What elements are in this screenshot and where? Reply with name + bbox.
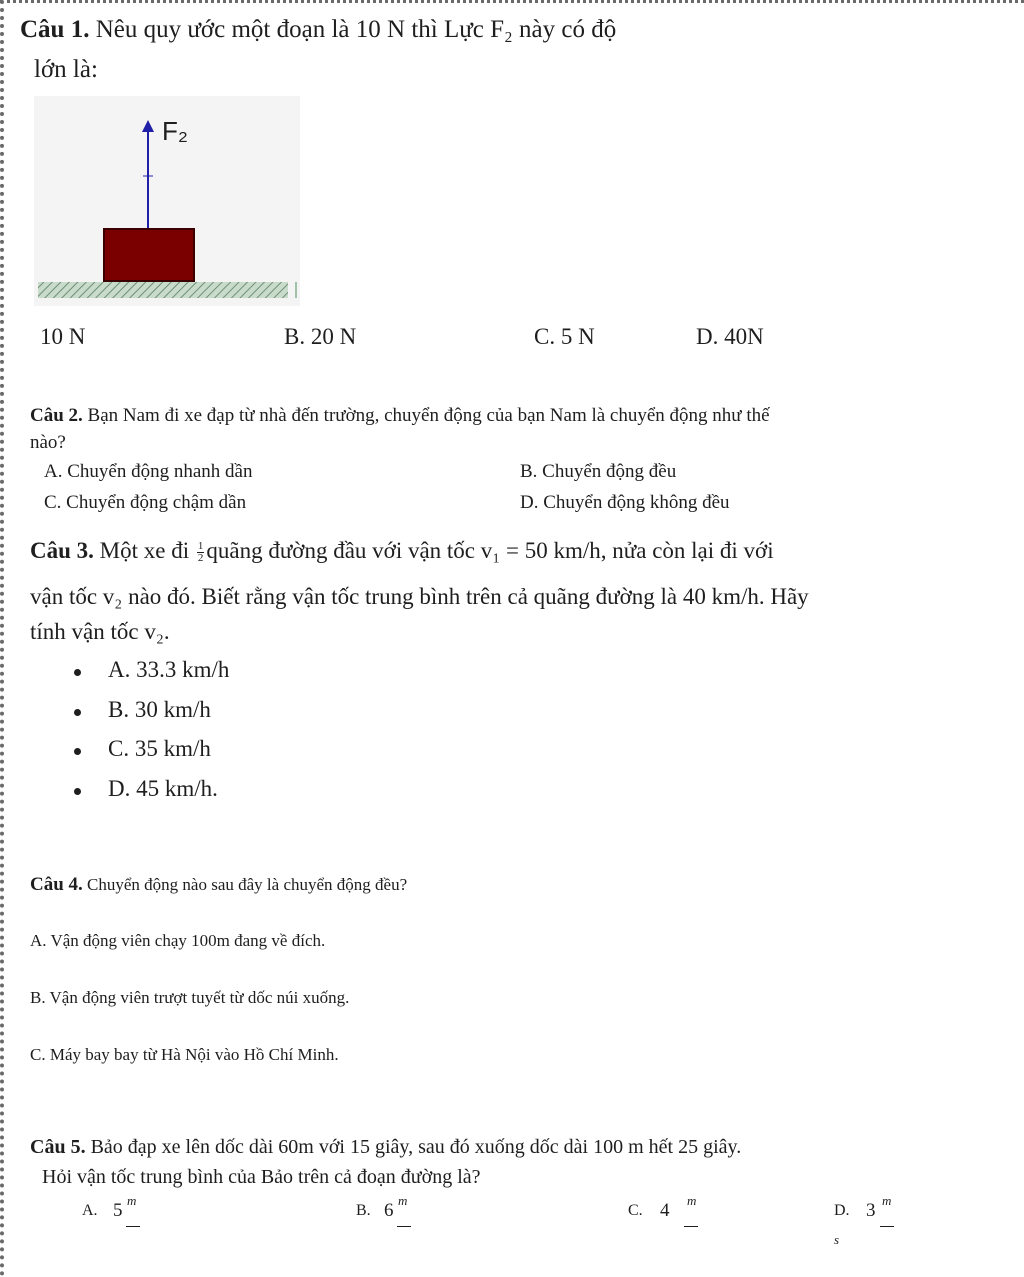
q1-option-b: B. 20 N <box>284 324 357 349</box>
q4-head: Câu 4. <box>30 874 83 895</box>
q1-option-c: C. 5 N <box>534 324 595 349</box>
q3-fraction-den: 2 <box>197 552 204 565</box>
q3-bullet-b <box>74 709 81 716</box>
q3-fraction-num: 1 <box>197 540 204 553</box>
q2-line1 <box>30 405 770 427</box>
q4-option-b: B. Vận động viên trượt tuyết từ dốc núi xuống. <box>30 988 350 1007</box>
q3-fraction <box>197 541 205 564</box>
q2-text-line2: nào? <box>30 432 66 453</box>
q5-option-d-letter: D. <box>834 1202 850 1219</box>
q5-option-c-letter: C. <box>628 1202 643 1219</box>
force-diagram-svg <box>34 96 300 306</box>
q1-text-line1: Nêu quy ước một đoạn là 10 N thì Lực F₂ này có độ <box>95 16 617 43</box>
force-arrow-head <box>142 120 154 132</box>
q2-option-d: D. Chuyển động không đều <box>520 492 730 513</box>
q2-option-b: B. Chuyển động đều <box>520 461 677 482</box>
q5-denominator: s <box>834 1232 840 1247</box>
q1-option-d: D. 40N <box>696 324 764 349</box>
q5-head: Câu 5. <box>30 1136 86 1158</box>
q3-line1-b: quãng đường đầu với vận tốc v₁ = 50 km/h, nửa còn lại đi với <box>206 538 774 563</box>
q3-bullet-d <box>74 788 81 795</box>
force-diagram <box>34 96 300 306</box>
q3-bullet-a <box>74 669 81 676</box>
ground <box>38 282 288 298</box>
q1-line1 <box>20 16 616 44</box>
q2-text-line1: Bạn Nam đi xe đạp từ nhà đến trường, chuyển động của bạn Nam là chuyển động như thế <box>87 405 770 426</box>
q2-head: Câu 2. <box>30 405 83 426</box>
q5-text-line1: Bảo đạp xe lên dốc dài 60m với 15 giây, sau đó xuống dốc dài 100 m hết 25 giây. <box>90 1136 742 1158</box>
q5-option-b-letter: B. <box>356 1202 371 1219</box>
q3-option-a: A. 33.3 km/h <box>108 657 230 682</box>
q3-bullet-c <box>74 748 81 755</box>
q5-option-b-unit: m <box>398 1193 408 1208</box>
q5-option-d-fraction-bar <box>880 1226 894 1227</box>
q4-option-c: C. Máy bay bay từ Hà Nội vào Hồ Chí Minh. <box>30 1045 339 1064</box>
q3-line1 <box>30 538 774 564</box>
q5-option-c-unit: m <box>687 1193 697 1208</box>
q5-option-d-value: 3 <box>866 1200 876 1221</box>
q3-option-b: B. 30 km/h <box>108 697 211 722</box>
q5-text-line2: Hỏi vận tốc trung bình của Bảo trên cả đoạn đường là? <box>42 1166 481 1188</box>
q3-option-c: C. 35 km/h <box>108 736 211 761</box>
block <box>104 229 194 281</box>
q1-head: Câu 1. <box>20 16 90 43</box>
q5-line1 <box>30 1136 741 1159</box>
q3-option-d: D. 45 km/h. <box>108 776 218 801</box>
q5-option-a-letter: A. <box>82 1202 98 1219</box>
q4-line1 <box>30 874 407 896</box>
q5-option-c-fraction-bar <box>684 1226 698 1227</box>
q2-option-c: C. Chuyển động chậm dần <box>44 492 247 513</box>
q2-option-a: A. Chuyển động nhanh dần <box>44 461 253 482</box>
q5-option-a-fraction-bar <box>126 1226 140 1227</box>
q5-option-b-value: 6 <box>384 1200 394 1221</box>
q3-line2: vận tốc v₂ nào đó. Biết rằng vận tốc trung bình trên cả quãng đường là 40 km/h. Hãy <box>30 584 809 609</box>
q5-option-a-value: 5 <box>113 1200 123 1221</box>
q4-text: Chuyển động nào sau đây là chuyển động đều? <box>87 875 408 894</box>
q1-option-a: 10 N <box>40 324 86 349</box>
q1-text-line2: lớn là: <box>34 56 98 83</box>
q5-option-c-value: 4 <box>660 1200 670 1221</box>
q5-option-d-unit: m <box>882 1193 892 1208</box>
q5-option-a-unit: m <box>127 1193 137 1208</box>
q4-option-a: A. Vận động viên chạy 100m đang về đích. <box>30 931 326 950</box>
q5-option-b-fraction-bar <box>397 1226 411 1227</box>
q3-line3: tính vận tốc v₂. <box>30 619 170 644</box>
q3-head: Câu 3. <box>30 538 94 563</box>
force-label: F₂ <box>162 116 188 146</box>
q3-line1-a: Một xe đi <box>99 538 190 563</box>
